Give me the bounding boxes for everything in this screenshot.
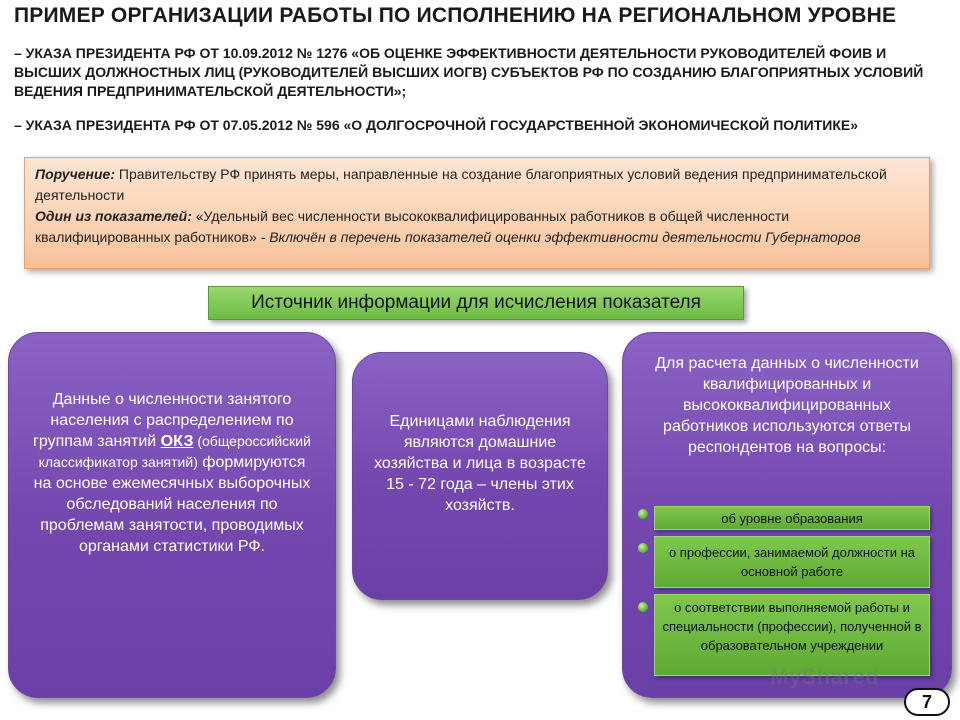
question-specialty: о соответствии выполняемой работы и специальности (профессии), полученной в образовательном учреждении xyxy=(654,594,930,676)
bullet-icon xyxy=(638,543,648,553)
bullet-icon xyxy=(638,602,648,612)
page-title: ПРИМЕР ОРГАНИЗАЦИИ РАБОТЫ ПО ИСПОЛНЕНИЮ НА РЕГИОНАЛЬНОМ УРОВНЕ xyxy=(14,4,897,27)
question-education: об уровне образования xyxy=(654,506,930,530)
page-number: 7 xyxy=(904,688,950,716)
watermark: MyShared xyxy=(770,664,880,689)
bullet-icon xyxy=(638,509,648,519)
source-banner: Источник информации для исчисления показателя xyxy=(208,286,744,320)
box1-part1: Данные о численности занятого населения с распределением по группам занятий xyxy=(33,391,294,450)
decree-1: – УКАЗА ПРЕЗИДЕНТА РФ ОТ 10.09.2012 № 1276 «ОБ ОЦЕНКЕ ЭФФЕКТИВНОСТИ ДЕЯТЕЛЬНОСТИ РУКОВОДИТЕЛЕЙ ФОИВ И ВЫСШИХ ДОЛЖНОСТНЫХ ЛИЦ (РУКОВОДИТЕЛЕЙ ВЫСШИХ ИОГВ) СУБЪЕКТОВ РФ ПО СОЗДАНИЮ БЛАГОПРИЯТНЫХ УСЛОВИЙ ВЕДЕНИЯ ПРЕДПРИНИМАТЕЛЬСКОЙ ДЕЯТЕЛЬНОСТИ»; xyxy=(14,45,924,99)
box3-text: Для расчета данных о численности квалифицированных и высококвалифицированных работников используются ответы респондентов на вопросы: xyxy=(655,355,919,456)
instruction-box xyxy=(24,157,930,269)
okz-note: (общероссийский классификатор занятий) xyxy=(38,433,311,470)
indicator-label: Один из показателей: xyxy=(35,208,192,224)
decree-2: – УКАЗА ПРЕЗИДЕНТА РФ ОТ 07.05.2012 № 596 «О ДОЛГОСРОЧНОЙ ГОСУДАРСТВЕННОЙ ЭКОНОМИЧЕСКОЙ ПОЛИТИКЕ» xyxy=(14,117,859,133)
instruction-label: Поручение: xyxy=(35,166,116,182)
observation-units-box xyxy=(352,352,608,600)
instruction-text: Правительству РФ принять меры, направленные на создание благоприятных условий ведения предпринимательской деятельности xyxy=(35,166,887,203)
box2-text: Единицами наблюдения являются домашние хозяйства и лица в возрасте 15 - 72 года – члены этих хозяйств. xyxy=(374,413,586,514)
okz-link: ОКЗ xyxy=(160,433,194,450)
indicator-note: - Включён в перечень показателей оценки эффективности деятельности Губернаторов xyxy=(260,229,861,245)
question-profession: о профессии, занимаемой должности на основной работе xyxy=(654,536,930,588)
box1-part2: формируются на основе ежемесячных выборочных обследований населения по проблемам занятости, проводимых органами статистики РФ. xyxy=(33,454,311,555)
indicator-text: «Удельный вес численности высококвалифицированных работников в общей численности квалифицированных работников» xyxy=(35,208,790,245)
employment-data-box xyxy=(8,332,336,698)
